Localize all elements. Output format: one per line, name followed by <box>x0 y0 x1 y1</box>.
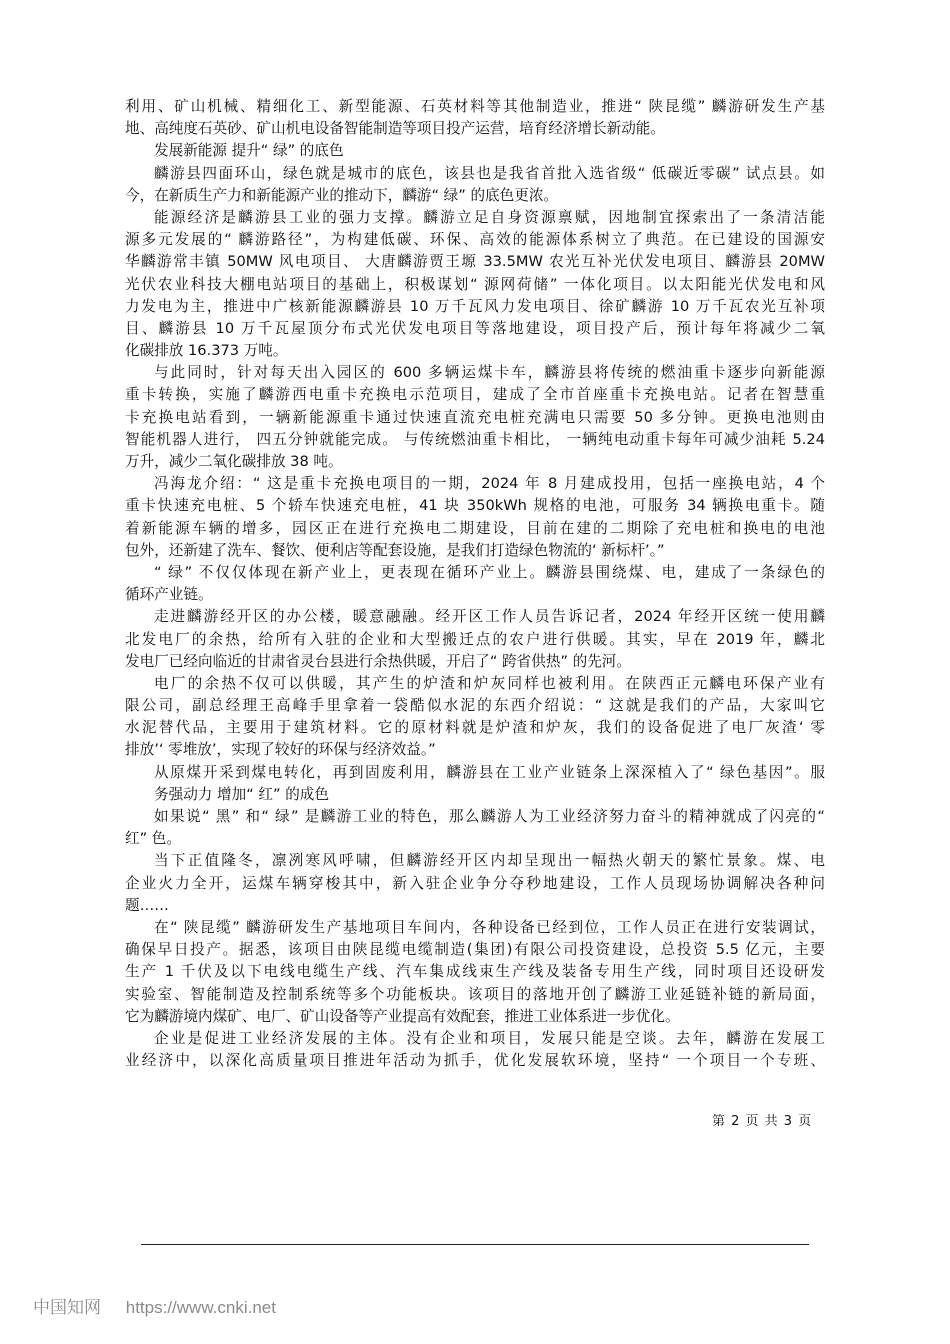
text-line: 卡充换电站看到，一辆新能源重卡通过快速直流充电桩充满电只需要 50 多分钟。更换电池则由 <box>125 408 825 426</box>
text-line: 题…… <box>125 896 169 914</box>
text-line: 业经济中，以深化高质量项目推进年活动为抓手，优化发展软环境，坚持“ 一个项目一个专班、 <box>125 1052 825 1070</box>
text-line: 限公司，副总经理王高峰手里拿着一袋酷似水泥的东西介绍说：“ 这就是我们的产品，大家叫它 <box>125 697 825 715</box>
text-line: 光伏农业科技大棚电站项目的基础上，积极谋划“ 源网荷储” 一体化项目。以太阳能光伏发电和风 <box>125 275 825 293</box>
text-line: 地、高纯度石英砂、矿山机电设备智能制造等项目投产运营，培育经济增长新动能。 <box>125 120 665 138</box>
text-line: 它为麟游境内煤矿、电厂、矿山设备等产业提高有效配套，推进工业体系进一步优化。 <box>125 1007 680 1025</box>
text-line: 当下正值隆冬，凛冽寒风呼啸，但麟游经开区内却呈现出一幅热火朝天的繁忙景象。煤、电 <box>154 852 825 870</box>
text-line: 实验室、智能制造及控制系统等多个功能板块。该项目的落地开创了麟游工业延链补链的新局面， <box>125 985 825 1003</box>
text-line: 冯海龙介绍：“ 这是重卡充换电项目的一期，2024 年 8 月建成投用，包括一座换电站，4 个 <box>154 475 825 493</box>
text-line: 化碳排放 16.373 万吨。 <box>125 342 288 360</box>
text-line: 智能机器人进行， 四五分钟就能完成。 与传统燃油重卡相比， 一辆纯电动重卡每年可减少油耗 5.24 <box>125 430 825 448</box>
footer-divider <box>141 1244 809 1245</box>
text-line: 包外，还新建了洗车、餐饮、便利店等配套设施，是我们打造绿色物流的‘ 新标杆’。” <box>125 541 665 559</box>
text-line: 与此同时，针对每天出入园区的 600 多辆运煤卡车，麟游县将传统的燃油重卡逐步向新能源 <box>154 364 825 382</box>
footer-url[interactable]: https://www.cnki.net <box>125 1298 276 1317</box>
text-line: 排放’‘ 零堆放’，实现了较好的环保与经济效益。” <box>125 741 436 759</box>
text-line: 麟游县四面环山，绿色就是城市的底色，该县也是我省首批入选省级“ 低碳近零碳” 试点县。如 <box>154 164 825 182</box>
text-line: 如果说“ 黑” 和“ 绿” 是麟游工业的特色，那么麟游人为工业经济努力奋斗的精神就成了闪亮的“ <box>154 808 825 825</box>
text-line: 在“ 陕昆缆” 麟游研发生产基地项目车间内，各种设备已经到位，工作人员正在进行安装调试， <box>154 918 825 936</box>
text-line: 务强动力 增加“ 红” 的成色 <box>154 785 329 803</box>
text-line: 走进麟游经开区的办公楼，暖意融融。经开区工作人员告诉记者，2024 年经开区统一使用麟 <box>154 608 825 626</box>
text-line: 重卡转换，实施了麟游西电重卡充换电示范项目，建成了全市首座重卡充换电站。记者在智慧重 <box>125 386 825 404</box>
text-line: 利用、矿山机械、精细化工、新型能源、石英材料等其他制造业，推进“ 陕昆缆” 麟游研发生产基 <box>125 98 825 115</box>
page-number: 第 2 页 共 3 页 <box>712 1114 813 1129</box>
text-line: 从原煤开采到煤电转化，再到固废利用，麟游县在工业产业链条上深深植入了“ 绿色基因”。服 <box>154 763 825 781</box>
text-line: 华麟游常丰镇 50MW 风电项目、 大唐麟游贾王塬 33.5MW 农光互补光伏发电项目、麟游县 20MW <box>125 253 825 271</box>
text-line: 目、麟游县 10 万千瓦屋顶分布式光伏发电项目等落地建设，项目投产后，预计每年将减少二氧 <box>125 319 825 337</box>
text-line: 着新能源车辆的增多，园区正在进行充换电二期建设，目前在建的二期除了充电桩和换电的电池 <box>125 519 825 537</box>
text-line: 企业是促进工业经济发展的主体。没有企业和项目，发展只能是空谈。去年，麟游在发展工 <box>154 1029 825 1047</box>
text-line: 水泥替代品，主要用于建筑材料。它的原材料就是炉渣和炉灰，我们的设备促进了电厂灰渣‘ 零 <box>125 719 825 737</box>
article-body <box>125 96 825 1072</box>
text-line: 今，在新质生产力和新能源产业的推动下，麟游“ 绿” 的底色更浓。 <box>125 186 559 204</box>
text-line: 发展新能源 提升“ 绿” 的底色 <box>154 142 344 160</box>
footer-watermark <box>33 1293 276 1318</box>
text-line: 北发电厂的余热，给所有入驻的企业和大型搬迁点的农户进行供暖。其实，早在 2019 年，麟北 <box>125 630 825 648</box>
text-line: 能源经济是麟游县工业的强力支撑。麟游立足自身资源禀赋，因地制宜探索出了一条清洁能 <box>154 208 825 226</box>
footer-brand: 中国知网 <box>33 1298 101 1317</box>
text-line: 循环产业链。 <box>125 586 213 604</box>
text-line: 万升，减少二氧化碳排放 38 吨。 <box>125 453 343 470</box>
text-line: 红” 色。 <box>125 830 181 848</box>
text-line: 生产 1 千伏及以下电线电缆生产线、汽车集成线束生产线及装备专用生产线，同时项目还设研发 <box>125 963 825 981</box>
text-line: 源多元发展的“ 麟游路径”，为构建低碳、环保、高效的能源体系树立了典范。在已建设的国源安 <box>125 231 825 249</box>
text-line: 确保早日投产。据悉，该项目由陕昆缆电缆制造(集团)有限公司投资建设，总投资 5.5 亿元，主要 <box>125 941 825 959</box>
text-line: “ 绿” 不仅仅体现在新产业上，更表现在循环产业上。麟游县围绕煤、电，建成了一条绿色的 <box>154 563 825 581</box>
text-line: 重卡快速充电桩、5 个轿车快速充电桩，41 块 350kWh 规格的电池，可服务 34 辆换电重卡。随 <box>125 497 825 515</box>
text-line: 发电厂已经向临近的甘肃省灵台县进行余热供暖，开启了“ 跨省供热” 的先河。 <box>125 652 631 670</box>
text-line: 企业火力全开，运煤车辆穿梭其中，新入驻企业争分夺秒地建设，工作人员现场协调解决各种问 <box>125 874 825 892</box>
text-line: 力发电为主，推进中广核新能源麟游县 10 万千瓦风力发电项目、徐矿麟游 10 万千瓦农光互补项 <box>125 297 825 315</box>
text-line: 电厂的余热不仅可以供暖，其产生的炉渣和炉灰同样也被利用。在陕西正元麟电环保产业有 <box>154 674 825 692</box>
